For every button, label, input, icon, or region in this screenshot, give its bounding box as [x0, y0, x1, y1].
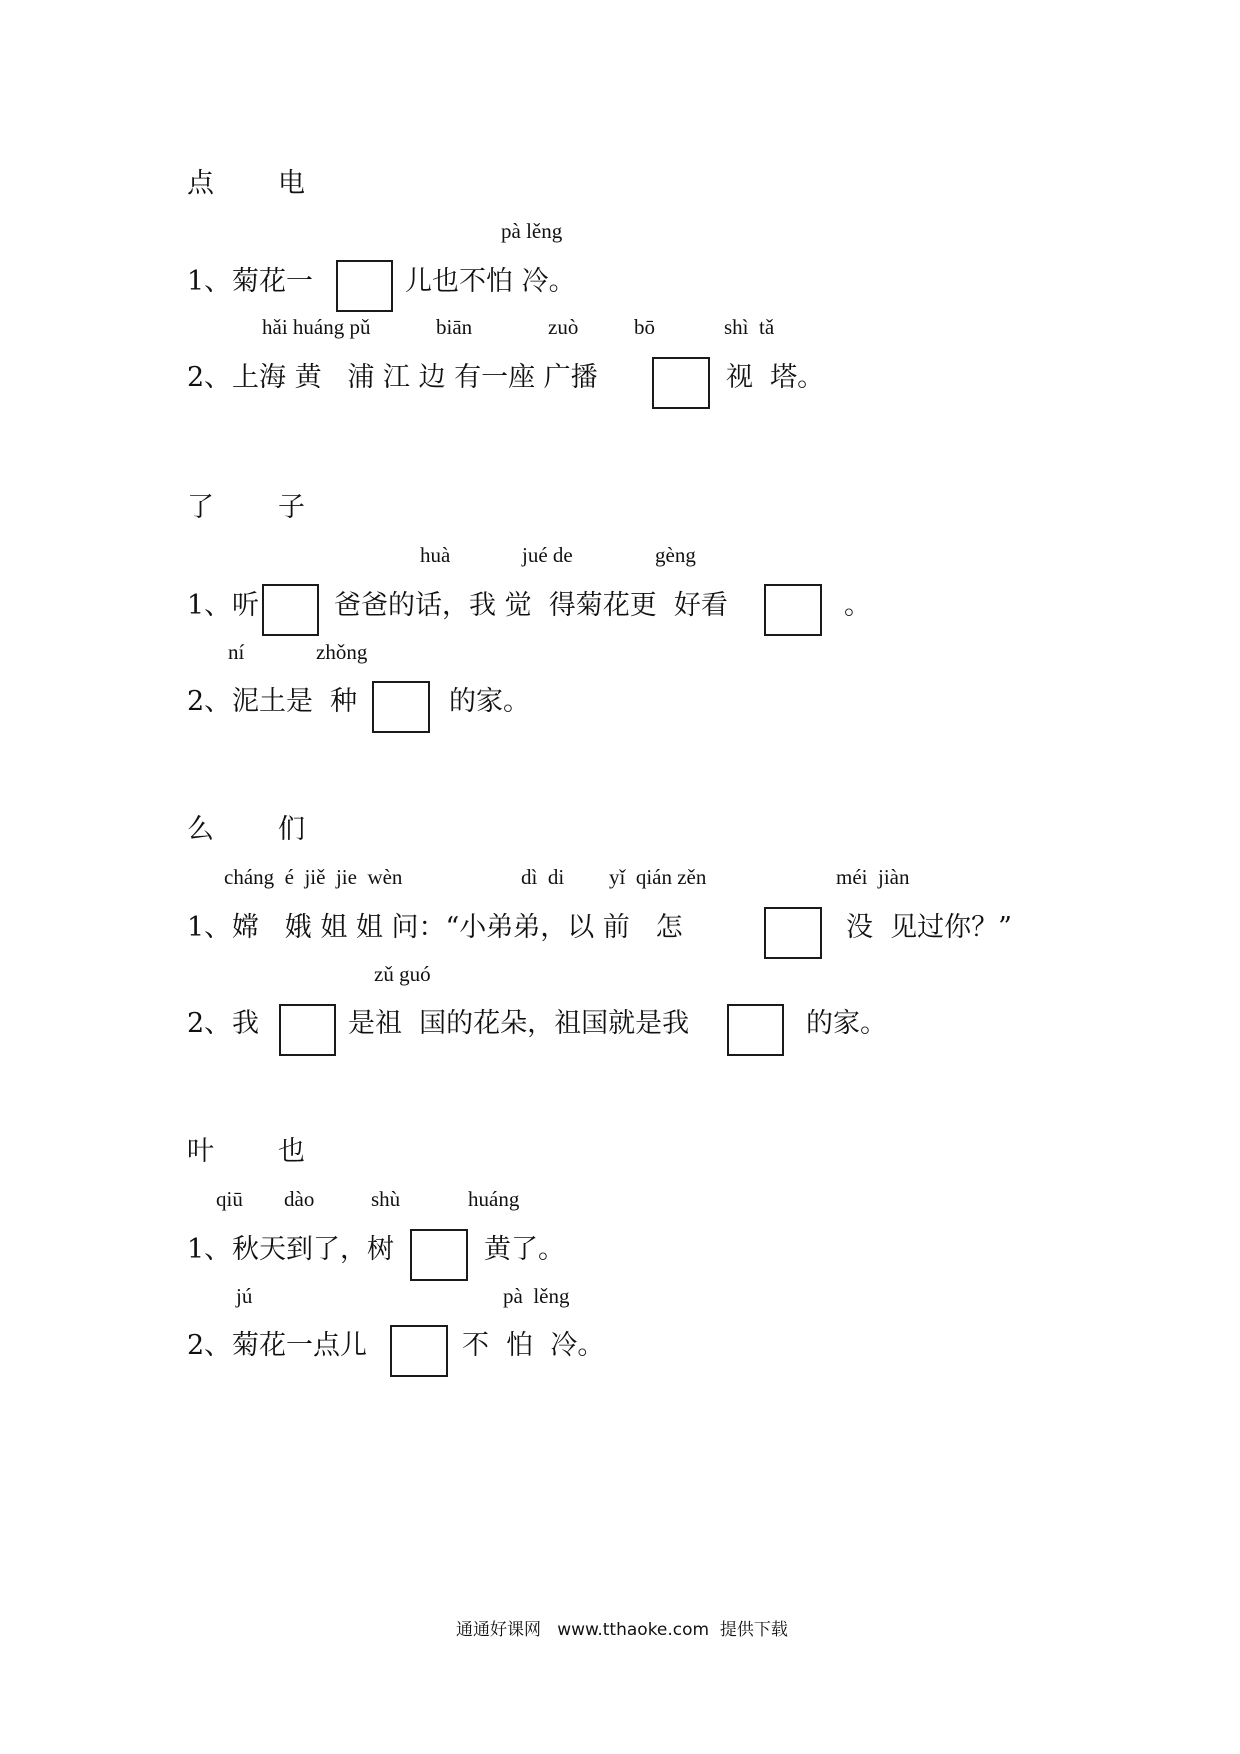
section2-q1-number: 1、: [187, 590, 232, 621]
section4-q1-number: 1、: [187, 1234, 232, 1265]
section1-q1-answer-box[interactable]: [336, 260, 393, 312]
section2-q1-pinyin-1: huà: [420, 543, 451, 567]
section3-q2-text-before: 我: [232, 1008, 259, 1039]
section1-heading-char-2: 电: [278, 168, 305, 199]
section3-q2-answer-box-1[interactable]: [279, 1004, 336, 1056]
section1-q2-text-after: 视 塔。: [726, 362, 825, 393]
section1-q1-text-before: 菊花一: [232, 266, 313, 297]
section4-q1-text-after: 黄了。: [484, 1234, 565, 1265]
section3-q1-pinyin-3: yǐ qián zěn: [609, 865, 707, 889]
section2-q1-text-after: 。: [844, 590, 871, 621]
section1-q2-pinyin-5: shì tǎ: [724, 315, 775, 339]
section3-q2-text-middle: 是祖 国的花朵，祖国就是我: [348, 1008, 690, 1039]
section1-q2-answer-box[interactable]: [652, 357, 710, 409]
section4-heading-char-2: 也: [278, 1136, 305, 1167]
section4-q2-pinyin-2: pà lěng: [503, 1284, 570, 1308]
section2-q2-pinyin-2: zhǒng: [316, 640, 368, 664]
section4-q1-pinyin-1: qiū: [216, 1187, 243, 1211]
section3-q2-number: 2、: [187, 1008, 232, 1039]
section2-q2-pinyin-1: ní: [228, 640, 245, 664]
section3-q1-answer-box[interactable]: [764, 907, 822, 959]
section1-q1-pinyin: pà lěng: [501, 219, 563, 243]
section3-q1-pinyin-4: méi jiàn: [836, 865, 910, 889]
section3-q1-text-after: 没 见过你？”: [846, 912, 1012, 943]
section4-heading-char-1: 叶: [187, 1136, 214, 1167]
section3-heading-char-1: 么: [187, 814, 214, 845]
section4-q2-text-after: 不 怕 冷。: [462, 1330, 605, 1361]
section1-heading-char-1: 点: [187, 168, 214, 199]
section2-q2-number: 2、: [187, 686, 232, 717]
section4-q1-pinyin-4: huáng: [468, 1187, 520, 1211]
section3-q2-text-after: 的家。: [806, 1008, 887, 1039]
section2-q1-answer-box-2[interactable]: [764, 584, 822, 636]
section2-q2-answer-box[interactable]: [372, 681, 430, 733]
section4-q1-text-before: 秋天到了，树: [232, 1234, 394, 1265]
section4-q2-pinyin-1: jú: [236, 1284, 253, 1308]
section2-heading-char-2: 子: [278, 492, 305, 523]
section1-q1-number: 1、: [187, 266, 232, 297]
section1-q1-text-after: 儿也不怕 冷。: [405, 266, 576, 297]
section3-heading-char-2: 们: [278, 814, 305, 845]
section4-q2-text-before: 菊花一点儿: [232, 1330, 367, 1361]
section2-q1-text-middle: 爸爸的话，我 觉 得菊花更 好看: [334, 590, 728, 621]
section2-q1-text-before: 听: [232, 590, 259, 621]
section1-q2-pinyin-4: bō: [634, 315, 655, 339]
section2-q2-text-before: 泥土是 种: [232, 686, 358, 717]
section3-q1-text-before: 嫦 娥 姐 姐 问：“小弟弟，以 前 怎: [232, 912, 683, 943]
section4-q2-answer-box[interactable]: [390, 1325, 448, 1377]
section1-q2-text-before: 上海 黄 浦 江 边 有一座 广播: [232, 362, 598, 393]
section4-q1-answer-box[interactable]: [410, 1229, 468, 1281]
section3-q1-pinyin-1: cháng é jiě jie wèn: [224, 865, 403, 889]
section4-q1-pinyin-3: shù: [371, 1187, 401, 1211]
section3-q2-pinyin: zǔ guó: [374, 962, 431, 986]
section2-q2-text-after: 的家。: [449, 686, 530, 717]
section2-q1-answer-box-1[interactable]: [262, 584, 319, 636]
section4-q1-pinyin-2: dào: [284, 1187, 315, 1211]
section3-q1-number: 1、: [187, 912, 232, 943]
section2-q1-pinyin-3: gèng: [655, 543, 696, 567]
section4-q2-number: 2、: [187, 1330, 232, 1361]
page-footer: 通通好课网 www.tthaoke.com 提供下载: [456, 1620, 788, 1640]
section1-q2-pinyin-3: zuò: [548, 315, 579, 339]
section1-q2-number: 2、: [187, 362, 232, 393]
section2-q1-pinyin-2: jué de: [522, 543, 573, 567]
section3-q2-answer-box-2[interactable]: [727, 1004, 784, 1056]
section2-heading-char-1: 了: [187, 492, 214, 523]
section1-q2-pinyin-1: hǎi huáng pǔ: [262, 315, 371, 339]
section3-q1-pinyin-2: dì di: [521, 865, 565, 889]
section1-q2-pinyin-2: biān: [436, 315, 473, 339]
